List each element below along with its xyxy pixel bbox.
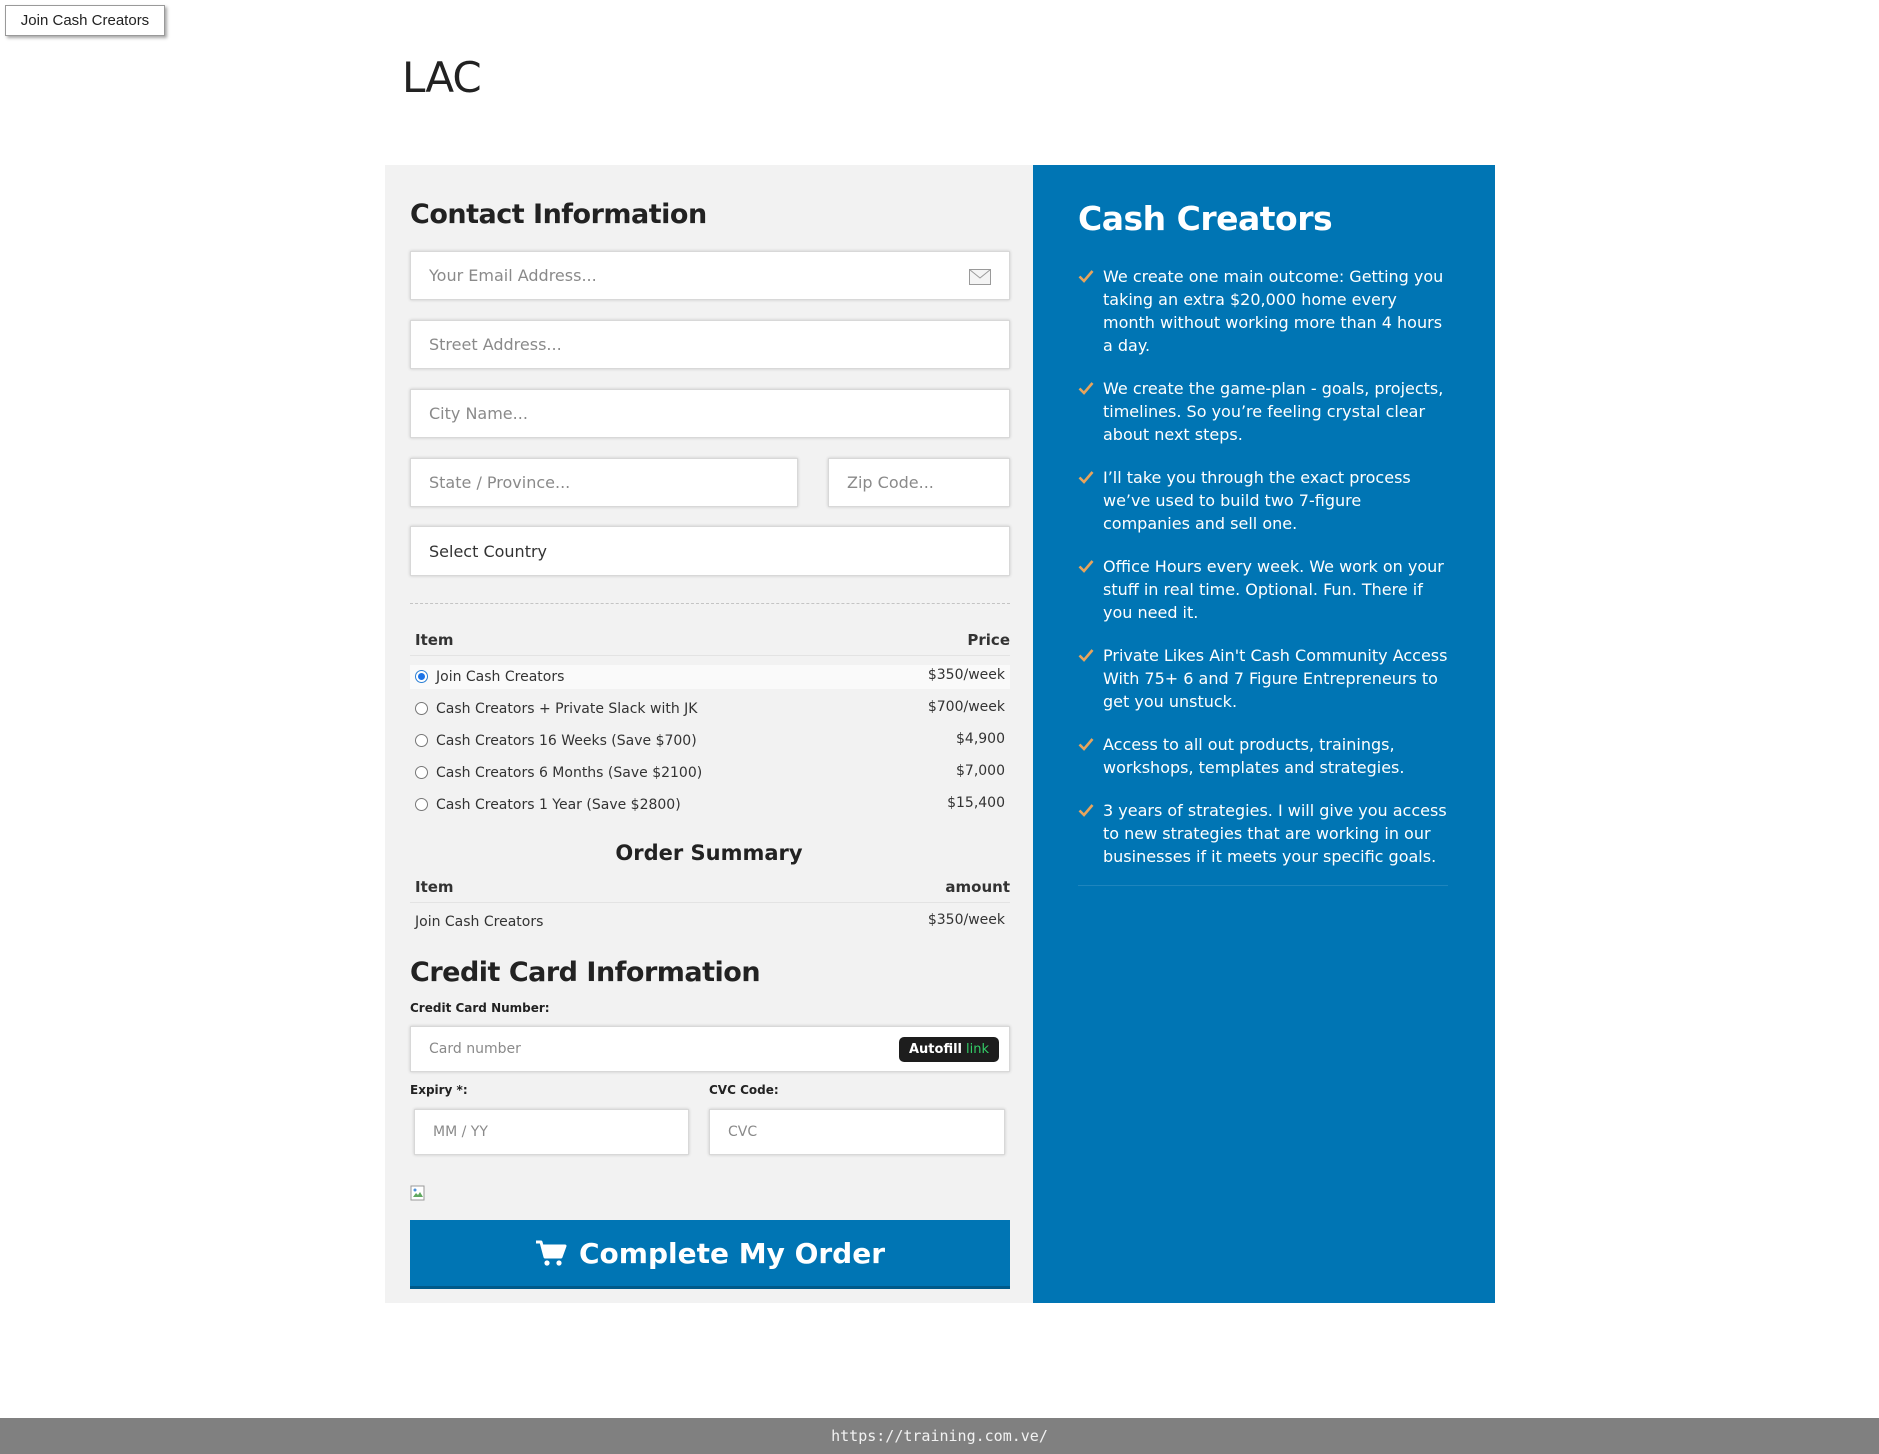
summary-item-amount: $350/week	[927, 912, 1005, 928]
city-input[interactable]	[410, 389, 1010, 438]
mail-icon	[969, 269, 991, 285]
email-input[interactable]	[410, 251, 1010, 300]
autofill-link-text: link	[966, 1042, 989, 1057]
benefit-item	[1078, 733, 1453, 779]
benefit-text: Access to all out products, trainings, workshops, templates and strategies.	[1103, 735, 1405, 777]
benefit-item	[1078, 555, 1453, 624]
credit-card-heading: Credit Card Information	[410, 957, 761, 988]
city-placeholder: City Name...	[429, 404, 528, 423]
summary-col-item: Item	[415, 878, 454, 896]
radio-16-weeks[interactable]	[415, 734, 428, 747]
item-price: $15,400	[947, 795, 1005, 811]
broken-image-icon	[410, 1185, 426, 1201]
cvc-placeholder: CVC	[728, 1124, 758, 1140]
card-number-input[interactable]	[410, 1026, 1010, 1072]
benefits-list	[1078, 265, 1453, 888]
item-label: Cash Creators + Private Slack with JK	[436, 701, 698, 717]
benefit-item	[1078, 265, 1453, 357]
panel-divider	[1078, 885, 1448, 886]
section-divider	[410, 603, 1010, 604]
street-address-input[interactable]	[410, 320, 1010, 369]
item-label: Cash Creators 6 Months (Save $2100)	[436, 765, 703, 781]
svg-text:LAC: LAC	[402, 53, 481, 98]
lac-logo	[402, 50, 492, 98]
check-icon	[1078, 470, 1094, 484]
cvc-label: CVC Code:	[709, 1083, 779, 1097]
zip-placeholder: Zip Code...	[847, 473, 934, 492]
summary-row	[410, 910, 1010, 934]
benefit-text: We create the game-plan - goals, projects, timelines. So you’re feeling crystal clear about next steps.	[1103, 379, 1444, 444]
benefit-text: 3 years of strategies. I will give you access to new strategies that are working in our businesses if it meets your specific goals.	[1103, 801, 1447, 866]
check-icon	[1078, 381, 1094, 395]
item-row-1-year[interactable]	[410, 793, 1010, 817]
benefit-item	[1078, 377, 1453, 446]
items-col-price: Price	[967, 631, 1010, 649]
check-icon	[1078, 269, 1094, 283]
complete-order-button[interactable]	[410, 1220, 1010, 1289]
summary-item-label: Join Cash Creators	[415, 914, 544, 930]
cart-icon	[535, 1239, 567, 1267]
radio-join[interactable]	[415, 670, 428, 683]
country-select[interactable]	[410, 526, 1010, 576]
contact-information-heading: Contact Information	[410, 199, 707, 230]
items-col-item: Item	[415, 631, 454, 649]
item-price: $7,000	[956, 763, 1005, 779]
radio-slack[interactable]	[415, 702, 428, 715]
street-placeholder: Street Address...	[429, 335, 562, 354]
summary-header-line	[410, 902, 1010, 903]
item-label: Cash Creators 1 Year (Save $2800)	[436, 797, 681, 813]
item-label: Cash Creators 16 Weeks (Save $700)	[436, 733, 697, 749]
item-price: $4,900	[956, 731, 1005, 747]
complete-order-label: Complete My Order	[578, 1236, 886, 1270]
item-row-join[interactable]	[410, 665, 1010, 689]
product-info-panel	[1033, 165, 1495, 1303]
expiry-label: Expiry *:	[410, 1083, 468, 1097]
checkout-form-panel	[385, 165, 1033, 1303]
summary-col-amount: amount	[945, 878, 1010, 896]
item-row-slack[interactable]	[410, 697, 1010, 721]
radio-1-year[interactable]	[415, 798, 428, 811]
order-summary-heading: Order Summary	[615, 841, 803, 865]
state-input[interactable]	[410, 458, 798, 507]
country-value: Select Country	[429, 541, 548, 561]
autofill-link-button[interactable]	[899, 1037, 999, 1062]
benefit-text: Office Hours every week. We work on your stuff in real time. Optional. Fun. There if you need it.	[1103, 557, 1444, 622]
item-row-6-months[interactable]	[410, 761, 1010, 785]
card-number-placeholder: Card number	[429, 1041, 521, 1057]
benefit-text: I’ll take you through the exact process we’ve used to build two 7-figure companies and sell one.	[1103, 468, 1411, 533]
email-placeholder: Your Email Address...	[429, 266, 597, 285]
benefit-item	[1078, 644, 1453, 713]
state-placeholder: State / Province...	[429, 473, 571, 492]
radio-6-months[interactable]	[415, 766, 428, 779]
product-title: Cash Creators	[1078, 199, 1333, 238]
expiry-placeholder: MM / YY	[433, 1124, 488, 1140]
expiry-input[interactable]	[414, 1109, 689, 1155]
item-price: $350/week	[927, 667, 1005, 683]
item-row-16-weeks[interactable]	[410, 729, 1010, 753]
item-price: $700/week	[927, 699, 1005, 715]
check-icon	[1078, 648, 1094, 662]
status-bar-url: https://training.com.ve/	[0, 1418, 1879, 1454]
benefit-text: We create one main outcome: Getting you taking an extra $20,000 home every month without working more than 4 hours a day.	[1103, 267, 1444, 355]
check-icon	[1078, 559, 1094, 573]
check-icon	[1078, 803, 1094, 817]
cvc-input[interactable]	[709, 1109, 1005, 1155]
benefit-item	[1078, 799, 1453, 868]
item-label: Join Cash Creators	[436, 669, 565, 685]
benefit-item	[1078, 466, 1453, 535]
items-header-line	[410, 655, 1010, 656]
check-icon	[1078, 737, 1094, 751]
card-number-label: Credit Card Number:	[410, 1001, 550, 1015]
zip-input[interactable]	[828, 458, 1010, 507]
benefit-text: Private Likes Ain't Cash Community Access With 75+ 6 and 7 Figure Entrepreneurs to get you unstuck.	[1103, 646, 1448, 711]
autofill-label: Autofill	[908, 1042, 962, 1057]
join-cash-creators-tab[interactable]: Join Cash Creators	[5, 5, 165, 36]
